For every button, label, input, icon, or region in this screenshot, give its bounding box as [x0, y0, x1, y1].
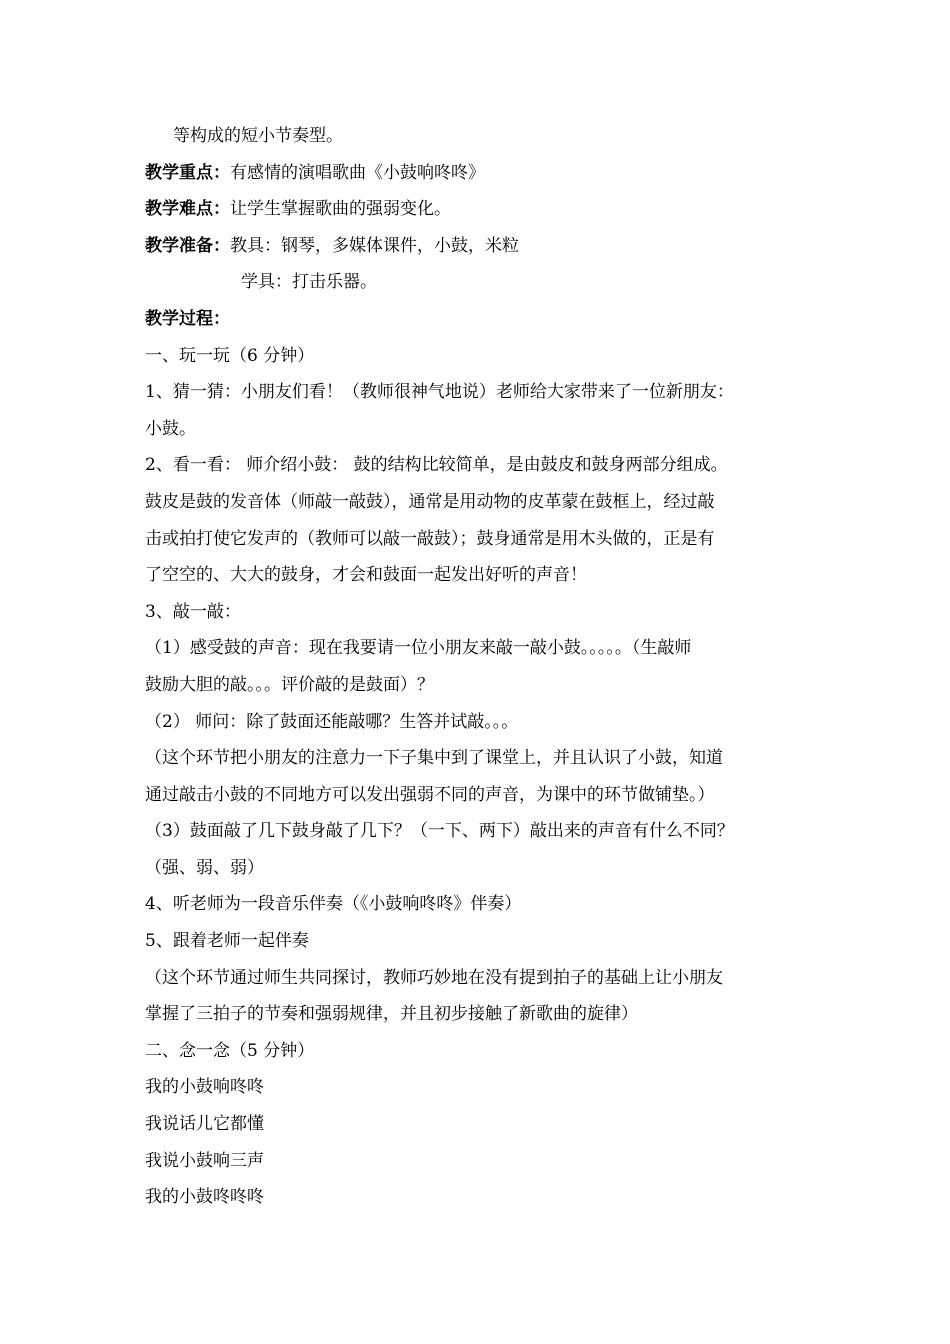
lesson-plan-page — [145, 118, 815, 1216]
body-line: 击或拍打使它发声的（教师可以敲一敲鼓）；鼓身通常是用木头做的，正是有 — [145, 528, 715, 549]
focus-row — [145, 155, 815, 192]
body-line: 了空空的、大大的鼓身，才会和鼓面一起发出好听的声音！ — [145, 565, 587, 586]
body-line: 鼓皮是鼓的发音体（师敲一敲鼓），通常是用动物的皮革蒙在鼓框上，经过敲 — [145, 491, 715, 512]
process-label: 教学过程： — [145, 308, 230, 329]
body-line: （1）感受鼓的声音：现在我要请一位小朋友来敲一敲小鼓。。。。。（生敲师 — [145, 638, 692, 659]
process-body — [145, 338, 815, 1216]
body-line: 我的小鼓响咚咚 — [145, 1077, 264, 1098]
difficulty-row — [145, 191, 815, 228]
focus-label: 教学重点： — [145, 162, 230, 183]
body-line: 鼓励大胆的敲。。。评价敲的是鼓面）？ — [145, 674, 434, 695]
difficulty-label: 教学难点： — [145, 199, 230, 220]
prep-row — [145, 228, 815, 265]
body-line: 我的小鼓咚咚咚 — [145, 1187, 264, 1208]
prep-teacher-text: 教具：钢琴，多媒体课件，小鼓，米粒 — [230, 235, 519, 256]
body-line: 1、猜一猜：小朋友们看！（教师很神气地说）老师给大家带来了一位新朋友： — [145, 382, 734, 403]
focus-text: 有感情的演唱歌曲《小鼓响咚咚》 — [230, 162, 485, 183]
body-line: （强、弱、弱） — [145, 857, 264, 878]
difficulty-text: 让学生掌握歌曲的强弱变化。 — [230, 199, 451, 220]
body-line: 小鼓。 — [145, 418, 196, 439]
body-line: 2、看一看： 师介绍小鼓： 鼓的结构比较简单，是由鼓皮和鼓身两部分组成。 — [145, 455, 728, 476]
body-line: 掌握了三拍子的节奏和强弱规律，并且初步接触了新歌曲的旋律） — [145, 1004, 638, 1025]
body-line: 一、玩一玩（6 分钟） — [145, 345, 315, 366]
body-line: 我说话儿它都懂 — [145, 1114, 264, 1135]
body-line: 3、敲一敲： — [145, 601, 241, 622]
body-line: 5、跟着老师一起伴奏 — [145, 931, 309, 952]
body-line: 二、念一念（5 分钟） — [145, 1040, 315, 1061]
body-line: （3）鼓面敲了几下鼓身敲了几下？（一下、两下）敲出来的声音有什么不同？ — [145, 821, 734, 842]
body-line: （这个环节通过师生共同探讨，教师巧妙地在没有提到拍子的基础上让小朋友 — [145, 967, 723, 988]
body-line: （这个环节把小朋友的注意力一下子集中到了课堂上，并且认识了小鼓，知道 — [145, 748, 723, 769]
body-line: （2） 师问：除了鼓面还能敲哪？生答并试敲。。。 — [145, 711, 519, 732]
body-line: 我说小鼓响三声 — [145, 1150, 264, 1171]
prep-label: 教学准备： — [145, 235, 230, 256]
prep-student-row: 学具：打击乐器。 — [241, 272, 377, 293]
body-line: 通过敲击小鼓的不同地方可以发出强弱不同的声音，为课中的环节做铺垫。） — [145, 784, 715, 805]
body-line: 4、听老师为一段音乐伴奏（《小鼓响咚咚》伴奏） — [145, 894, 522, 915]
intro-line: 等构成的短小节奏型。 — [173, 126, 343, 146]
